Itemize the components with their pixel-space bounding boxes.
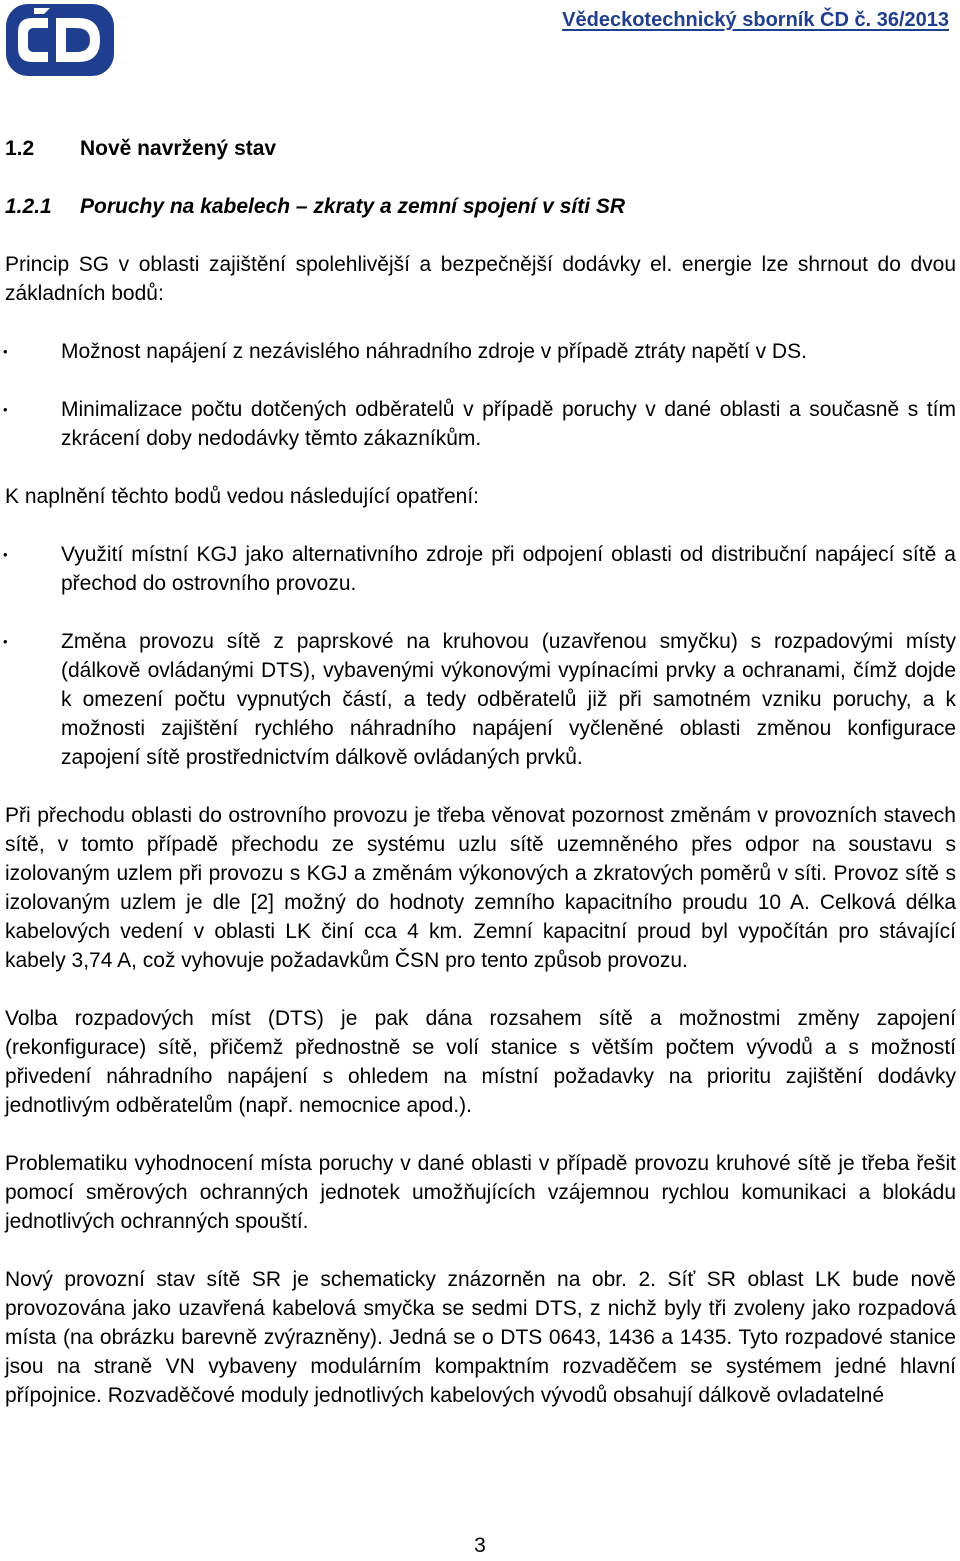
bullet-icon: • (3, 344, 8, 359)
document-body (5, 134, 956, 1410)
list-item-text: Možnost napájení z nezávislého náhradního zdroje v případě ztráty napětí v DS. (61, 340, 807, 363)
subsection-number: 1.2.1 (5, 195, 52, 218)
bullet-list (5, 337, 956, 453)
subsection-title: Poruchy na kabelech – zkraty a zemní spojení v síti SR (80, 195, 626, 218)
list-item (5, 627, 956, 772)
paragraph: Při přechodu oblasti do ostrovního provozu je třeba věnovat pozornost změnám v provozních stavech sítě, v tomto případě přechodu ze systému uzlu sítě uzemněného přes odpor na soustavu s izolovaným uzlem při provozu s KGJ a změnám výkonových a zkratových poměrů v síti. Provoz sítě s izolovaným uzlem je dle [2] možný do hodnoty zemního kapacitního proudu 10 A. Celková délka kabelových vedení v oblasti LK činí cca 4 km. Zemní kapacitní proud byl vypočítán pro stávající kabely 3,74 A, což vyhovuje požadavkům ČSN pro tento způsob provozu. (5, 804, 956, 972)
section-heading (5, 134, 956, 163)
paragraph: Princip SG v oblasti zajištění spolehlivější a bezpečnější dodávky el. energie lze shrnout do dvou základních bodů: (5, 253, 956, 305)
paragraph: Nový provozní stav sítě SR je schematicky znázorněn na obr. 2. Síť SR oblast LK bude nově provozována jako uzavřená kabelová smyčka se sedmi DTS, z nichž byly tři zvoleny jako rozpadová místa (na obrázku barevně zvýrazněny). Jedná se o DTS 0643, 1436 a 1435. Tyto rozpadové stanice jsou na straně VN vybaveny modulárním kompaktním rozvaděčem se systémem jedné hlavní přípojnice. Rozvaděčové moduly jednotlivých kabelových vývodů obsahují dálkově ovladatelné (5, 1268, 956, 1407)
logo-text: ČD (60, 72, 62, 73)
list-item (5, 337, 956, 366)
section-title: Nově navržený stav (80, 137, 277, 160)
page-number: 3 (474, 1534, 486, 1557)
journal-title: Vědeckotechnický sborník ČD č. 36/2013 (562, 9, 949, 31)
cd-logo (4, 2, 116, 78)
bullet-list (5, 540, 956, 772)
list-item-text: Minimalizace počtu dotčených odběratelů v případě poruchy v dané oblasti a současně s tím zkrácení doby nedodávky těmto zákazníkům. (61, 398, 956, 450)
paragraph: K naplnění těchto bodů vedou následující opatření: (5, 485, 480, 508)
section-number: 1.2 (5, 137, 35, 160)
list-item (5, 540, 956, 598)
bullet-icon: • (3, 547, 8, 562)
list-item-text: Změna provozu sítě z paprskové na kruhovou (uzavřenou smyčku) s rozpadovými místy (dálkově ovládanými DTS), vybavenými výkonovými vypínacími prvky a ochranami, čímž dojde k omezení počtu vypnutých částí, a tedy odběratelů již při samotném vzniku poruchy, a k možnosti zajištění rychlého náhradního napájení vyčleněné oblasti změnou konfigurace zapojení sítě prostřednictvím dálkově ovládaných prvků. (61, 630, 956, 769)
subsection-heading (5, 192, 956, 221)
bullet-icon: • (3, 634, 8, 649)
list-item (5, 395, 956, 453)
paragraph: Volba rozpadových míst (DTS) je pak dána rozsahem sítě a možnostmi změny zapojení (rekonfigurace) sítě, přičemž přednostně se volí stanice s větším počtem vývodů a s možností přivedení náhradního napájení s ohledem na místní požadavky na prioritu zajištění dodávky jednotlivým odběratelům (např. nemocnice apod.). (5, 1007, 956, 1117)
paragraph: Problematiku vyhodnocení místa poruchy v dané oblasti v případě provozu kruhové sítě je třeba řešit pomocí směrových ochranných jednotek umožňujících vzájemnou rychlou komunikaci a blokádu jednotlivých ochranných spouští. (5, 1152, 956, 1233)
list-item-text: Využití místní KGJ jako alternativního zdroje při odpojení oblasti od distribuční napájecí sítě a přechod do ostrovního provozu. (61, 543, 956, 595)
bullet-icon: • (3, 402, 8, 417)
